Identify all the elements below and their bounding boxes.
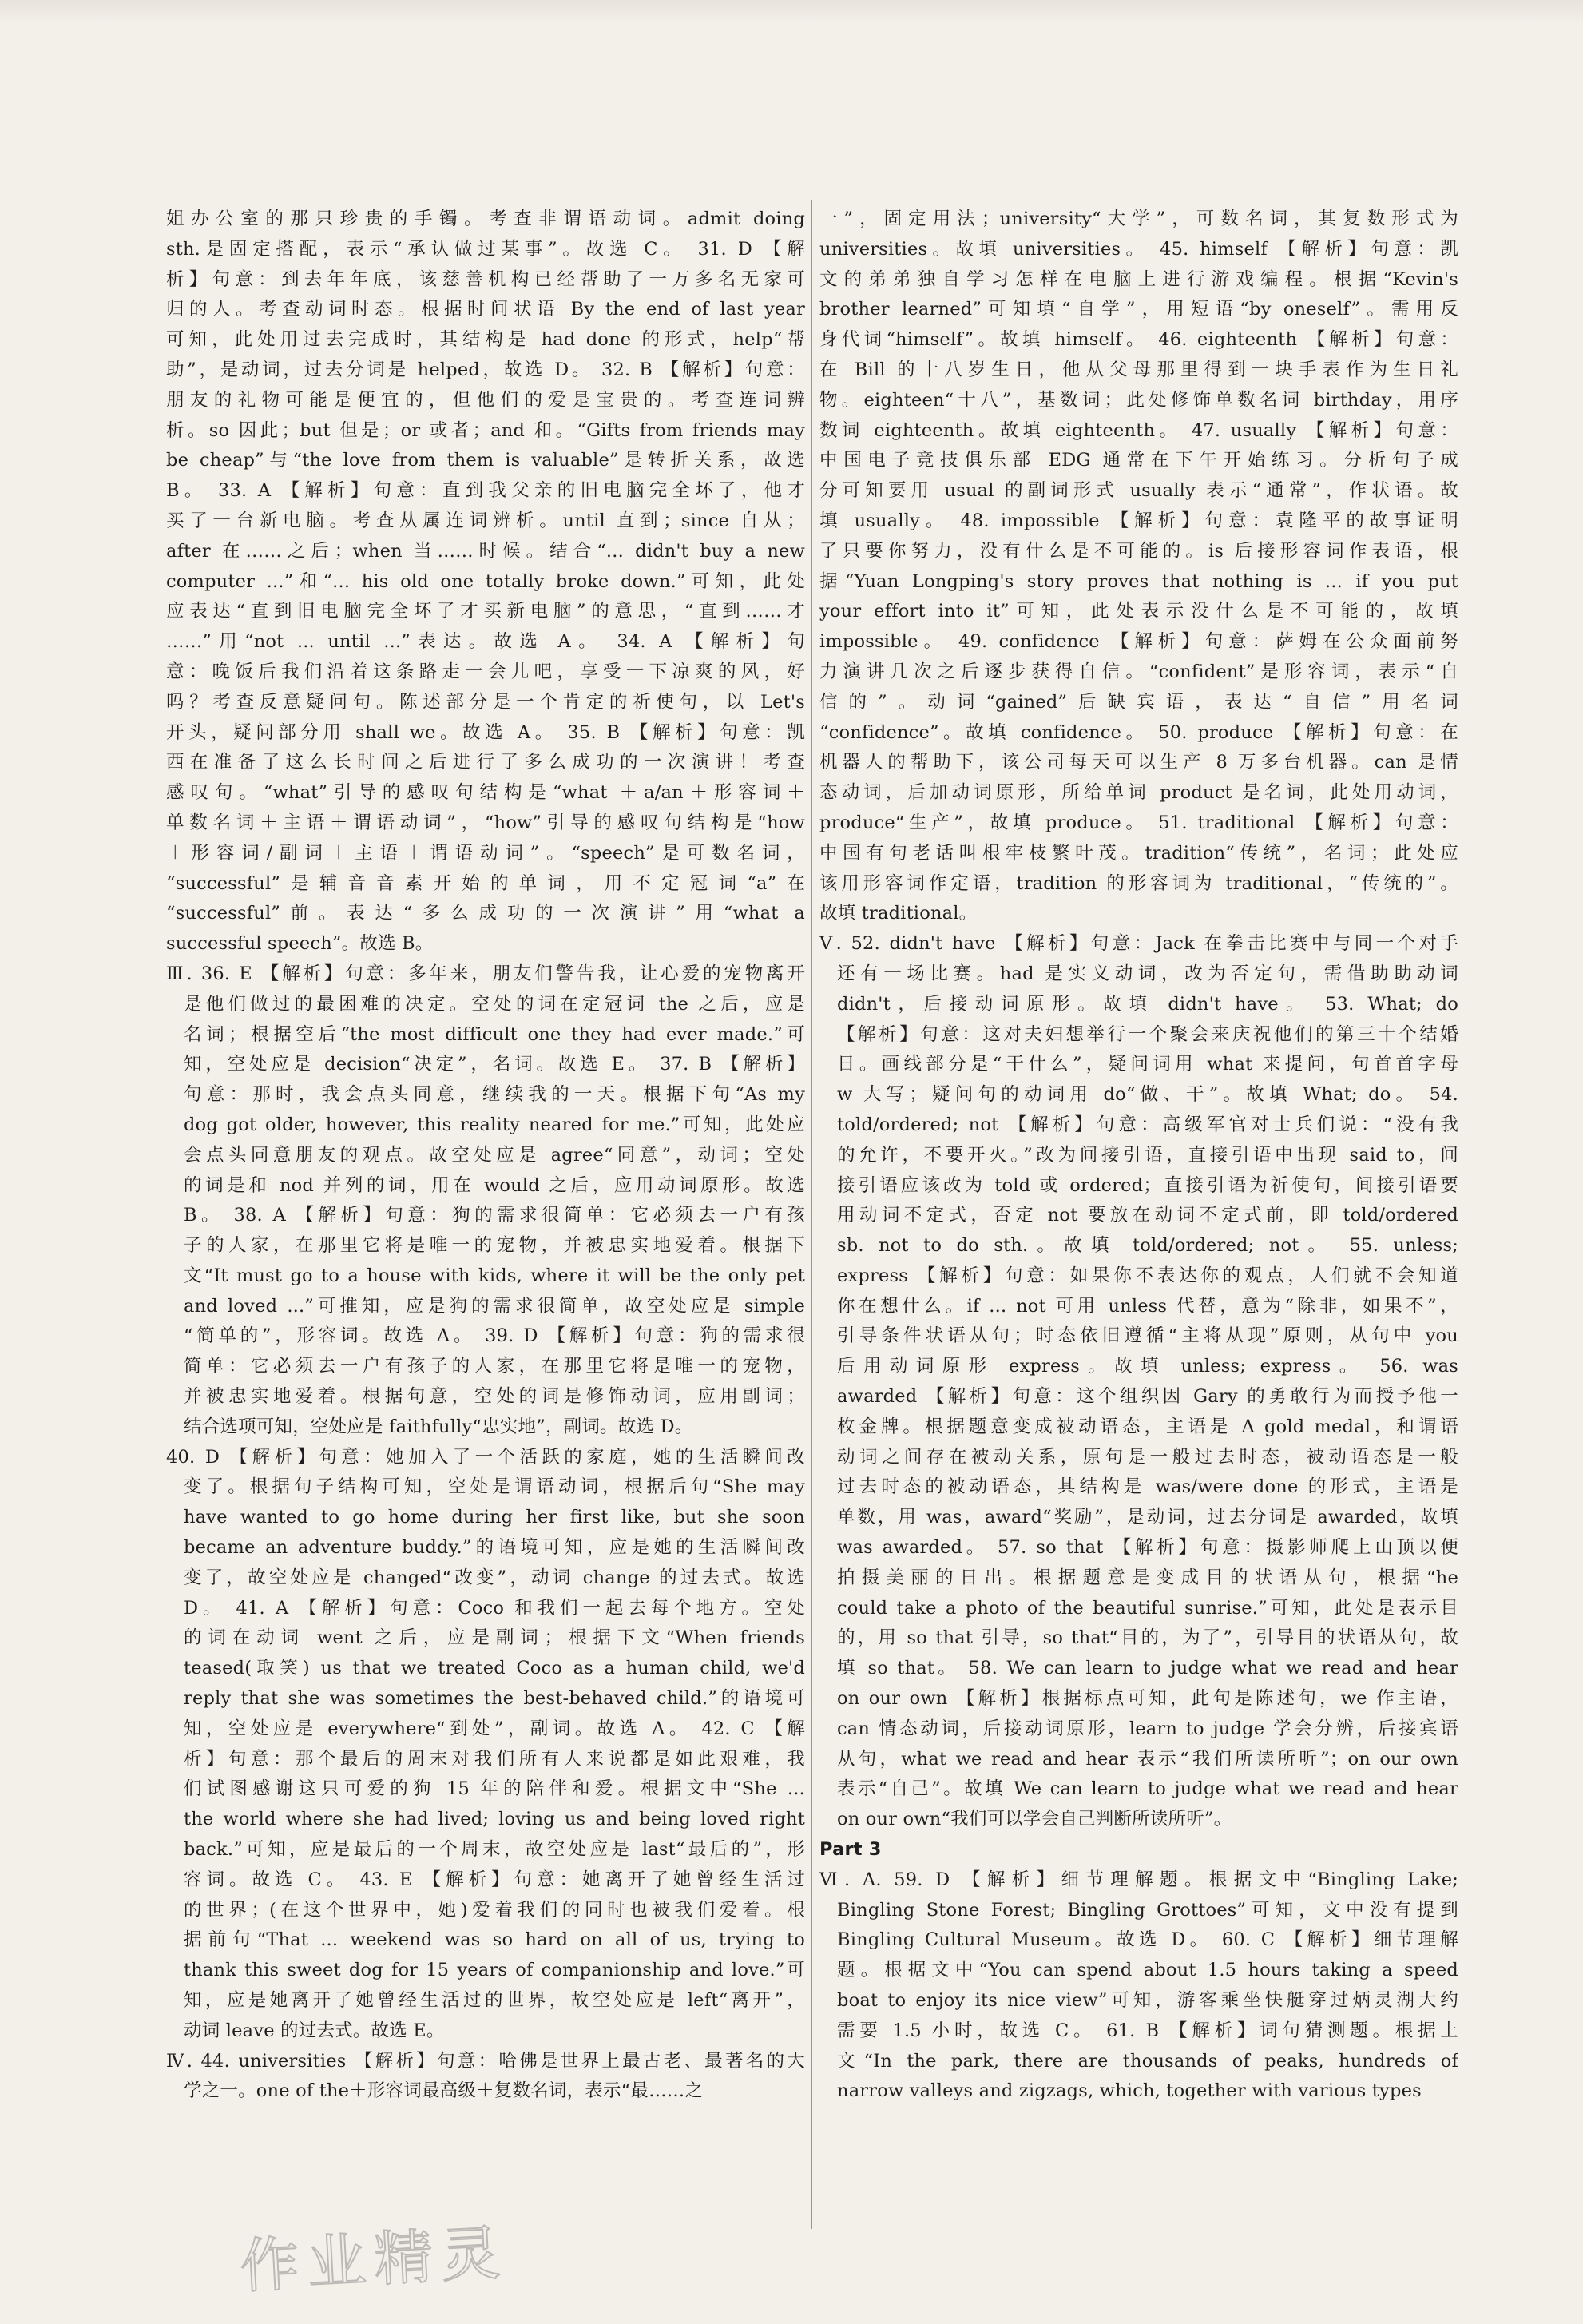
text-line: “successful”是辅音音素开始的单词，用不定冠词“a”在 — [166, 872, 805, 894]
text-line: 信的”。动词“gained”后缺宾语，表达“自信”用名词 — [819, 691, 1458, 713]
text-line: 该用形容词作定语，tradition 的形容词为 traditional，“传统的”。 — [819, 872, 1458, 894]
text-line: ……”用“not ... until ...”表达。故选 A。 34. A 【解析】句 — [166, 631, 805, 653]
text-line: 物。eighteen“十八”，基数词；此处修饰单数名词 birthday，用序 — [819, 389, 1458, 411]
text-line: 的词在动词 went 之后，应是副词；根据下文“When friends — [184, 1627, 805, 1649]
text-line: 引导条件状语从句；时态依旧遵循“主将从现”原则，从句中 you — [837, 1325, 1458, 1347]
text-line: thank this sweet dog for 15 years of companionship and love.”可 — [184, 1960, 805, 1981]
right-column — [819, 205, 1458, 2107]
text-line: Ⅵ. A. 59. D 【解析】细节理解题。根据文中“Bingling Lake; — [819, 1869, 1458, 1890]
left-column — [166, 205, 805, 2107]
text-line: 单数，用 was，award“奖励”，是动词，过去分词是 awarded，故填 — [837, 1507, 1458, 1528]
text-line: back.”可知，应是最后的一个周末，故空处应是 last“最后的”，形 — [184, 1839, 805, 1861]
text-line: have wanted to go home during her first like, but she soon — [184, 1507, 805, 1528]
text-line: became an adventure buddy.”的语境可知，应是她的生活瞬间改 — [184, 1537, 805, 1559]
text-line: 并被忠实地爱着。根据句意，空处的词是修饰动词，应用副词； — [184, 1386, 805, 1408]
text-line: be cheap”与“the love from them is valuable”是转折关系，故选 — [166, 450, 805, 471]
text-line: “successful”前。表达“多么成功的一次演讲”用“what a — [166, 903, 805, 924]
scan-top-shadow — [0, 0, 1583, 24]
text-line: after 在……之后；when 当……时候。结合“... didn't buy a new — [166, 540, 805, 562]
text-line: 析】句意：那个最后的周末对我们所有人来说都是如此艰难，我 — [184, 1748, 805, 1770]
text-line: Ⅳ. 44. universities 【解析】句意：哈佛是世界上最古老、最著名的大 — [166, 2050, 805, 2072]
text-line: teased(取笑) us that we treated Coco as a human child, we'd — [184, 1658, 805, 1679]
text-line: D。 41. A 【解析】句意：Coco 和我们一起去每个地方。空处 — [184, 1597, 805, 1619]
text-line: 接引语应该改为 told 或 ordered；直接引语为祈使句，间接引语要 — [837, 1174, 1458, 1196]
text-line: produce“生产”，故填 produce。 51. traditional 【解析】句意： — [819, 812, 1458, 833]
text-line: 的世界；(在这个世界中，她)爱着我们的同时也被我们爱着。根 — [184, 1899, 805, 1921]
text-line: 们试图感谢这只可爱的狗 15 年的陪伴和爱。根据文中“She ... — [184, 1778, 805, 1800]
text-line: 数词 eighteenth。故填 eighteenth。 47. usually 【解析】句意： — [819, 419, 1458, 441]
text-line: 身代词“himself”。故填 himself。 46. eighteenth 【解析】句意： — [819, 329, 1458, 351]
text-line: 表示“自己”。故填 We can learn to judge what we read and hear — [837, 1778, 1458, 1800]
text-line: 拍摄美丽的日出。根据题意是变成目的状语从句，根据“he — [837, 1567, 1458, 1588]
watermark-logo: 作业精灵 — [238, 2219, 510, 2302]
text-line: brother learned”可知填“自学”，用短语“by oneself”。需用反 — [819, 299, 1458, 320]
text-line: 朋友的礼物可能是便宜的，但他们的爱是宝贵的。考查连词辨 — [166, 389, 805, 411]
text-line: 动词之间存在被动关系，原句是一般过去时态，被动语态是一般 — [837, 1446, 1458, 1468]
text-line: 力演讲几次之后逐步获得自信。“confident”是形容词，表示“自 — [819, 661, 1458, 682]
text-line: 机器人的帮助下，该公司每天可以生产 8 万多台机器。can 是情 — [819, 752, 1458, 773]
text-line: 句意：那时，我会点头同意，继续我的一天。根据下句“As my — [184, 1084, 805, 1106]
text-line: 用动词不定式，否定 not 要放在动词不定式前，即 told/ordered — [837, 1205, 1458, 1226]
text-line: 变了。根据句子结构可知，空处是谓语动词，根据后句“She may — [184, 1476, 805, 1498]
text-line: 容词。故选 C。 43. E 【解析】句意：她离开了她曾经生活过 — [184, 1869, 805, 1890]
text-line: 的，用 so that 引导，so that“目的，为了”，引导目的状语从句，故 — [837, 1627, 1458, 1649]
text-line: 后用动词原形 express。故填 unless; express。 56. was — [837, 1356, 1458, 1377]
text-line: Bingling Cultural Museum。故选 D。 60. C 【解析】细节理解 — [837, 1929, 1458, 1951]
text-line: could take a photo of the beautiful sunrise.”可知，此处是表示目 — [837, 1597, 1458, 1619]
text-line: 姐办公室的那只珍贵的手镯。考查非谓语动词。admit doing — [166, 209, 805, 229]
text-line: B。 38. A 【解析】句意：狗的需求很简单：它必须去一户有孩 — [184, 1205, 805, 1226]
text-line: awarded 【解析】句意：这个组织因 Gary 的勇敢行为而授予他一 — [837, 1386, 1458, 1408]
text-line: 意：晚饭后我们沿着这条路走一会儿吧，享受一下凉爽的风，好 — [166, 661, 805, 682]
text-line: 填 so that。 58. We can learn to judge what we read and hear — [837, 1658, 1458, 1679]
text-line: 中国电子竞技俱乐部 EDG 通常在下午开始练习。分析句子成 — [819, 450, 1458, 471]
text-line: Ⅲ. 36. E 【解析】句意：多年来，朋友们警告我，让心爱的宠物离开 — [166, 963, 805, 984]
text-line: 知，应是她离开了她曾经生活过的世界，故空处应是 left“离开”， — [184, 1990, 805, 2012]
text-line: 应表达“直到旧电脑完全坏了才买新电脑”的意思，“直到……才 — [166, 601, 805, 622]
text-line: 是他们做过的最困难的决定。空处的词在定冠词 the 之后，应是 — [184, 993, 805, 1015]
text-line: computer ...”和“... his old one totally broke down.”可知，此处 — [166, 570, 805, 592]
text-line: 的允许，不要开火。”改为间接引语，直接引语中出现 said to，间 — [837, 1144, 1458, 1166]
text-line: 学之一。one of the＋形容词最高级＋复数名词，表示“最……之 — [184, 2080, 704, 2102]
text-line: 题。根据文中“You can spend about 1.5 hours taking a speed — [837, 1960, 1458, 1981]
text-line: reply that she was sometimes the best-behaved child.”的语境可 — [184, 1688, 805, 1710]
text-line: boat to enjoy its nice view”可知，游客乘坐快艇穿过炳灵湖大约 — [837, 1990, 1458, 2012]
text-line: 单数名词＋主语＋谓语动词”，“how”引导的感叹句结构是“how — [166, 812, 805, 833]
text-line: 结合选项可知，空处应是 faithfully“忠实地”，副词。故选 D。 — [184, 1416, 693, 1437]
column-divider — [811, 200, 812, 2229]
text-line: 【解析】句意：这对夫妇想举行一个聚会来庆祝他们的第三十个结婚 — [837, 1023, 1458, 1045]
text-line: 填 usually。 48. impossible 【解析】句意：袁隆平的故事证明 — [819, 510, 1458, 531]
text-line: narrow valleys and zigzags, which, together with various types — [837, 2080, 1422, 2102]
text-line: on our own 【解析】根据标点可知，此句是陈述句，we 作主语， — [837, 1688, 1458, 1710]
text-line: 从句，what we read and hear 表示“我们所读所听”；on our own — [837, 1748, 1458, 1770]
text-line: w 大写；疑问句的动词用 do“做、干”。故填 What; do。 54. — [837, 1084, 1458, 1106]
text-line: B。 33. A 【解析】句意：直到我父亲的旧电脑完全坏了，他才 — [166, 480, 805, 502]
text-line: was awarded。 57. so that 【解析】句意：摄影师爬上山顶以便 — [837, 1537, 1458, 1559]
text-line: the world where she had lived; loving us and being loved right — [184, 1809, 805, 1830]
text-line: “简单的”，形容词。故选 A。 39. D 【解析】句意：狗的需求很 — [184, 1325, 805, 1347]
text-line: 40. D 【解析】句意：她加入了一个活跃的家庭，她的生活瞬间改 — [166, 1446, 805, 1468]
text-line: 感叹句。“what”引导的感叹句结构是“what ＋a/an＋形容词＋ — [166, 782, 805, 804]
text-line: 态动词，后加动词原形，所给单词 product 是名词，此处用动词， — [819, 782, 1458, 804]
text-line: 故填 traditional。 — [819, 903, 978, 924]
text-line: 西在准备了这么长时间之后进行了多么成功的一次演讲！考查 — [166, 752, 805, 773]
text-line: 文的弟弟独自学习怎样在电脑上进行游戏编程。根据“Kevin's — [819, 268, 1458, 290]
text-line: 变了，故空处应是 changed“改变”，动词 change 的过去式。故选 — [184, 1567, 805, 1588]
text-line: sth.是固定搭配，表示“承认做过某事”。故选 C。 31. D 【解 — [166, 238, 805, 260]
text-line: 一”，固定用法；university“大学”，可数名词，其复数形式为 — [819, 209, 1458, 229]
text-line: 在 Bill 的十八岁生日，他从父母那里得到一块手表作为生日礼 — [819, 359, 1458, 380]
text-line: 日。画线部分是“干什么”，疑问词用 what 来提问，句首首字母 — [837, 1054, 1458, 1075]
text-line: 中国有句老话叫根牢枝繁叶茂。tradition“传统”，名词；此处应 — [819, 842, 1458, 864]
text-line: 助”，是动词，过去分词是 helped，故选 D。 32. B 【解析】句意： — [166, 359, 805, 380]
text-line: didn't，后接动词原形。故填 didn't have。 53. What; do — [837, 993, 1458, 1015]
text-line: dog got older, however, this reality neared for me.”可知，此处应 — [184, 1114, 805, 1135]
text-line: successful speech”。故选 B。 — [166, 933, 434, 955]
text-line: 可知，此处用过去完成时，其结构是 had done 的形式，help“帮 — [166, 329, 805, 351]
text-line: told/ordered; not 【解析】句意：高级军官对士兵们说：“没有我 — [837, 1114, 1458, 1135]
text-line: impossible。 49. confidence 【解析】句意：萨姆在公众面前努 — [819, 631, 1458, 653]
text-line: 子的人家，在那里它将是唯一的宠物，并被忠实地爱着。根据下 — [184, 1235, 805, 1257]
text-line: 开头，疑问部分用 shall we。故选 A。 35. B 【解析】句意：凯 — [166, 721, 805, 743]
text-line: 过去时态的被动语态，其结构是 was/were done 的形式，主语是 — [837, 1476, 1458, 1498]
text-line: and loved ...”可推知，应是狗的需求很简单，故空处应是 simple — [184, 1295, 805, 1317]
text-line: Bingling Stone Forest; Bingling Grottoes”可知，文中没有提到 — [837, 1899, 1458, 1921]
text-line: 动词 leave 的过去式。故选 E。 — [184, 2020, 445, 2041]
text-line: Ⅴ. 52. didn't have 【解析】句意：Jack 在拳击比赛中与同一个对手 — [819, 933, 1458, 955]
text-line: can 情态动词，后接动词原形，learn to judge 学会分辨，后接宾语 — [837, 1718, 1458, 1739]
text-line: 析】句意：到去年年底，该慈善机构已经帮助了一万多名无家可 — [166, 268, 805, 290]
text-line: 简单：它必须去一户有孩子的人家，在那里它将是唯一的宠物， — [184, 1356, 805, 1377]
text-line: 文“In the park, there are thousands of peaks, hundreds of — [837, 2050, 1458, 2072]
text-line: on our own“我们可以学会自己判断所读所听”。 — [837, 1809, 1232, 1830]
text-line: 文“It must go to a house with kids, where it will be the only pet — [184, 1265, 805, 1286]
text-line: express 【解析】句意：如果你不表达你的观点，人们就不会知道 — [837, 1265, 1458, 1286]
text-line: universities。故填 universities。 45. himself 【解析】句意：凯 — [819, 238, 1458, 260]
text-line: 的词是和 nod 并列的词，用在 would 之后，应用动词原形。故选 — [184, 1174, 805, 1196]
text-line: 知，空处应是 decision“决定”，名词。故选 E。 37. B 【解析】 — [184, 1054, 805, 1075]
text-line: 枚金牌。根据题意变成被动语态，主语是 A gold medal，和谓语 — [837, 1416, 1458, 1437]
text-line: sb. not to do sth.。故填 told/ordered; not。 55. unless; — [837, 1235, 1458, 1257]
text-line: 分可知要用 usual 的副词形式 usually 表示“通常”，作状语。故 — [819, 480, 1458, 502]
text-line: ＋形容词/副词＋主语＋谓语动词”。“speech”是可数名词， — [166, 842, 805, 864]
text-line: 吗？考查反意疑问句。陈述部分是一个肯定的祈使句，以 Let's — [166, 691, 805, 713]
text-line: 名词；根据空后“the most difficult one they had ever made.”可 — [184, 1023, 805, 1045]
text-line: Part 3 — [819, 1839, 882, 1861]
text-line: “confidence”。故填 confidence。 50. produce 【解析】句意：在 — [819, 721, 1458, 743]
text-line: 需要 1.5 小时，故选 C。 61. B 【解析】词句猜测题。根据上 — [837, 2020, 1458, 2041]
text-line: 买了一台新电脑。考查从属连词辨析。until 直到；since 自从； — [166, 510, 805, 531]
text-line: your effort into it”可知，此处表示没什么是不可能的，故填 — [819, 601, 1458, 622]
text-line: 还有一场比赛。had 是实义动词，改为否定句，需借助助动词 — [837, 963, 1458, 984]
text-line: 了只要你努力，没有什么是不可能的。is 后接形容词作表语，根 — [819, 540, 1458, 562]
text-line: 据前句“That ... weekend was so hard on all of us, trying to — [184, 1929, 805, 1951]
text-line: 析。so 因此；but 但是；or 或者；and 和。“Gifts from friends may — [166, 419, 805, 441]
text-line: 会点头同意朋友的观点。故空处应是 agree“同意”，动词；空处 — [184, 1144, 805, 1166]
text-line: 你在想什么。if ... not 可用 unless 代替，意为“除非，如果不”， — [837, 1295, 1458, 1317]
text-line: 知，空处应是 everywhere“到处”，副词。故选 A。 42. C 【解 — [184, 1718, 805, 1739]
text-line: 据“Yuan Longping's story proves that nothing is ... if you put — [819, 570, 1458, 592]
text-line: 归的人。考查动词时态。根据时间状语 By the end of last year — [166, 299, 805, 320]
